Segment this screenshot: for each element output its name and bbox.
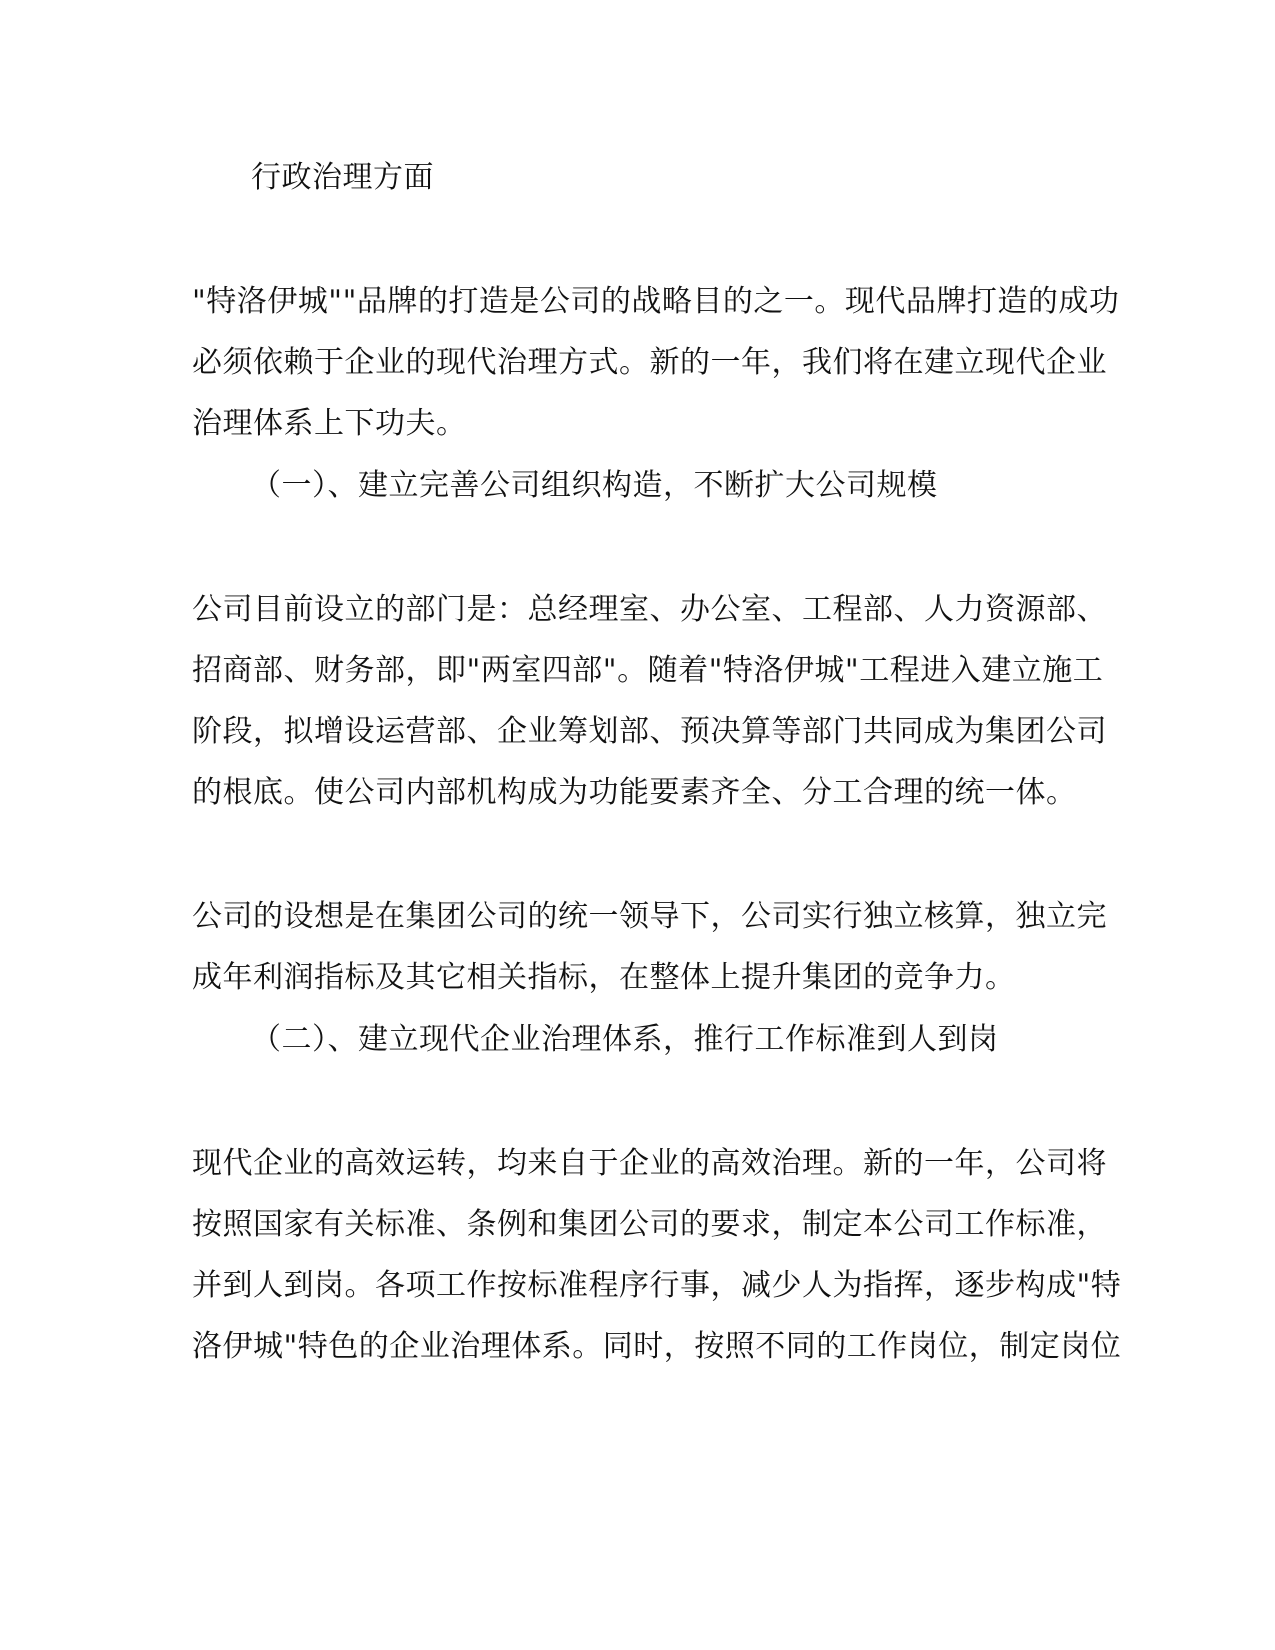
paragraph-line: 招商部、财务部，即"两室四部"。随着"特洛伊城"工程进入建立施工	[192, 653, 1104, 688]
intro-line-2: 必须依赖于企业的现代治理方式。新的一年，我们将在建立现代企业	[192, 345, 1107, 380]
paragraph-line: 公司目前设立的部门是：总经理室、办公室、工程部、人力资源部、	[192, 592, 1107, 627]
subsection-title-1: （一）、建立完善公司组织构造，不断扩大公司规模	[251, 468, 938, 503]
paragraph-line: 的根底。使公司内部机构成为功能要素齐全、分工合理的统一体。	[192, 775, 1077, 810]
paragraph-line: 按照国家有关标准、条例和集团公司的要求，制定本公司工作标准，	[192, 1207, 1107, 1242]
intro-line-1: "特洛伊城""品牌的打造是公司的战略目的之一。现代品牌打造的成功	[192, 284, 1120, 319]
paragraph-line: 成年利润指标及其它相关指标，在整体上提升集团的竞争力。	[192, 960, 1016, 995]
paragraph-line: 洛伊城"特色的企业治理体系。同时，按照不同的工作岗位，制定岗位	[192, 1329, 1122, 1364]
paragraph-line: 阶段，拟增设运营部、企业筹划部、预决算等部门共同成为集团公司	[192, 714, 1107, 749]
subsection-title-2: （二）、建立现代企业治理体系，推行工作标准到人到岗	[251, 1022, 999, 1057]
intro-line-3: 治理体系上下功夫。	[192, 406, 467, 441]
paragraph-line: 并到人到岗。各项工作按标准程序行事，减少人为指挥，逐步构成"特	[192, 1268, 1122, 1303]
paragraph-line: 公司的设想是在集团公司的统一领导下，公司实行独立核算，独立完	[192, 899, 1107, 934]
paragraph-line: 现代企业的高效运转，均来自于企业的高效治理。新的一年，公司将	[192, 1146, 1107, 1181]
section-heading: 行政治理方面	[251, 160, 434, 195]
